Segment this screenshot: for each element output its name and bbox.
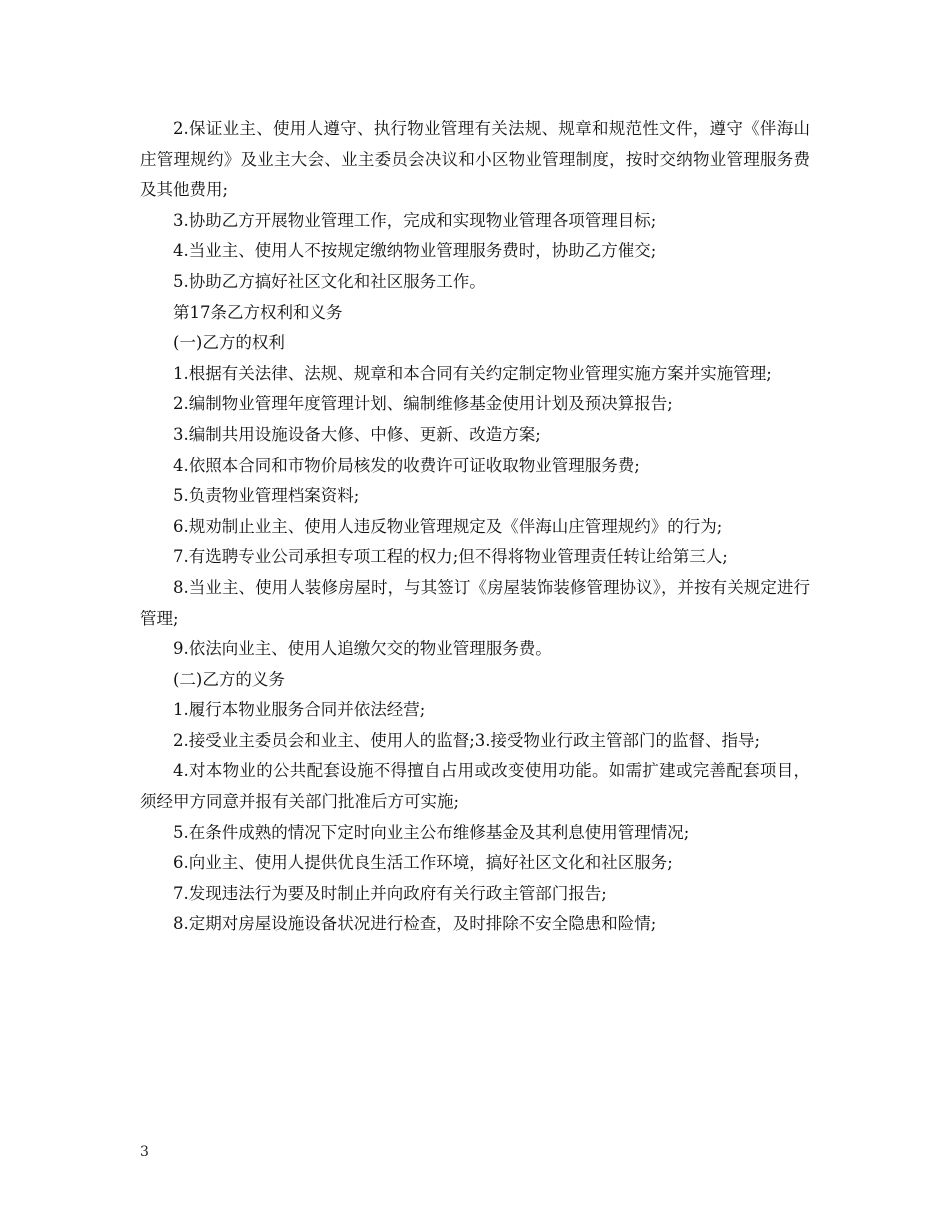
paragraph-duty-2-3: 2.接受业主委员会和业主、使用人的监督;3.接受物业行政主管部门的监督、指导;	[173, 730, 761, 750]
section-party-b-rights-heading: (一)乙方的权利	[173, 333, 285, 353]
paragraph-duty-5: 5.在条件成熟的情况下定时向业主公布维修基金及其利息使用管理情况;	[173, 822, 690, 842]
paragraph-duty-1: 1.履行本物业服务合同并依法经营;	[173, 700, 426, 720]
paragraph-owner-duty-3: 3.协助乙方开展物业管理工作，完成和实现物业管理各项管理目标;	[173, 210, 657, 230]
paragraph-owner-duty-5: 5.协助乙方搞好社区文化和社区服务工作。	[173, 271, 486, 291]
document-body	[140, 114, 810, 940]
paragraph-right-9: 9.依法向业主、使用人追缴欠交的物业管理服务费。	[173, 639, 552, 659]
paragraph-owner-duty-2: 2.保证业主、使用人遵守、执行物业管理有关法规、规章和规范性文件，遵守《伴海山庄管理规约》及业主大会、业主委员会决议和小区物业管理制度，按时交纳物业管理服务费及其他费用;	[140, 119, 810, 200]
paragraph-right-2: 2.编制物业管理年度管理计划、编制维修基金使用计划及预决算报告;	[173, 394, 673, 414]
paragraph-right-5: 5.负责物业管理档案资料;	[173, 486, 360, 506]
paragraph-right-3: 3.编制共用设施设备大修、中修、更新、改造方案;	[173, 424, 541, 444]
paragraph-duty-8: 8.定期对房屋设施设备状况进行检查，及时排除不安全隐患和险情;	[173, 914, 657, 934]
paragraph-duty-7: 7.发现违法行为要及时制止并向政府有关行政主管部门报告;	[173, 883, 607, 903]
paragraph-right-4: 4.依照本合同和市物价局核发的收费许可证收取物业管理服务费;	[173, 455, 640, 475]
paragraph-right-6: 6.规劝制止业主、使用人违反物业管理规定及《伴海山庄管理规约》的行为;	[173, 516, 723, 536]
paragraph-right-1: 1.根据有关法律、法规、规章和本合同有关约定制定物业管理实施方案并实施管理;	[173, 363, 772, 383]
article-17-heading: 第17条乙方权利和义务	[173, 302, 343, 322]
paragraph-duty-6: 6.向业主、使用人提供优良生活工作环境，搞好社区文化和社区服务;	[173, 853, 673, 873]
paragraph-right-8: 8.当业主、使用人装修房屋时，与其签订《房屋装饰装修管理协议》，并按有关规定进行管理;	[140, 577, 810, 628]
page-number: 3	[140, 1144, 149, 1160]
paragraph-duty-4: 4.对本物业的公共配套设施不得擅自占用或改变使用功能。如需扩建或完善配套项目，须经甲方同意并报有关部门批准后方可实施;	[140, 761, 810, 812]
paragraph-right-7: 7.有选聘专业公司承担专项工程的权力;但不得将物业管理责任转让给第三人;	[173, 547, 728, 567]
section-party-b-duties-heading: (二)乙方的义务	[173, 669, 285, 689]
paragraph-owner-duty-4: 4.当业主、使用人不按规定缴纳物业管理服务费时，协助乙方催交;	[173, 241, 657, 261]
